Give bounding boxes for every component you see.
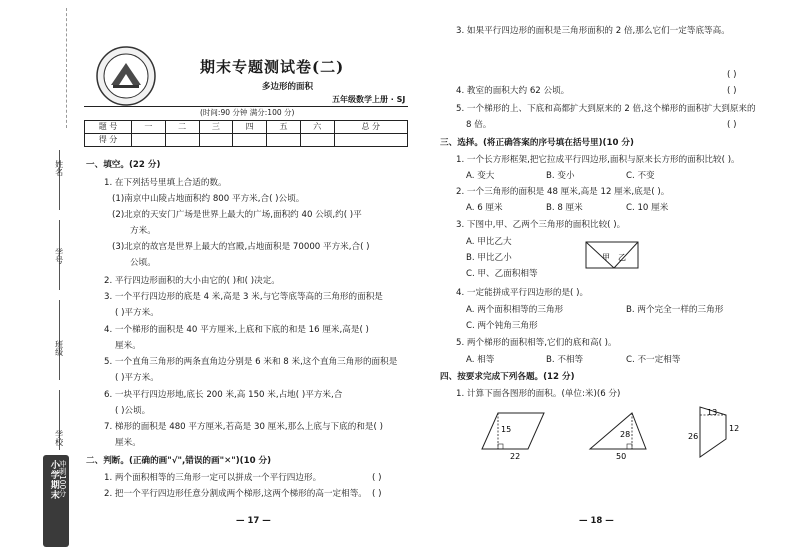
score-value-row xyxy=(85,134,408,147)
question-3: 3. 一个平行四边形的底是 4 米,高是 3 米,与它等底等高的三角形的面积是 xyxy=(104,292,383,302)
judge-1-answer[interactable]: ( ) xyxy=(372,473,382,483)
score-cell: 四 xyxy=(233,121,267,134)
area-figures xyxy=(470,405,770,467)
class-label: 班级 xyxy=(54,340,64,356)
score-cell: 得 分 xyxy=(85,134,132,147)
figure-label-yi: 乙 xyxy=(618,253,626,262)
judge-5-cont: 8 倍。 xyxy=(466,120,492,130)
score-header-row xyxy=(85,121,408,134)
judge-4: 4. 教室的面积大约 62 公顷。 xyxy=(456,86,570,96)
page-subtitle: 多边形的面积 xyxy=(262,82,314,92)
sidebar-top-border xyxy=(44,8,67,128)
question-1-2-cont: 方米。 xyxy=(130,226,156,236)
triangle-comparison-figure xyxy=(584,240,640,270)
judge-2: 2. 把一个平行四边形任意分割成两个梯形,这两个梯形的高一定相等。 xyxy=(104,489,367,499)
question-1: 1. 在下列括号里填上合适的数。 xyxy=(104,178,227,188)
judge-5-answer[interactable]: ( ) xyxy=(727,120,737,130)
choice-2-option-c[interactable]: C. 10 厘米 xyxy=(626,203,669,213)
school-label: 学校 xyxy=(54,430,64,446)
score-input-cell[interactable] xyxy=(165,134,199,147)
choice-5-option-c[interactable]: C. 不一定相等 xyxy=(626,355,681,365)
name-label: 姓名 xyxy=(54,160,64,176)
figure-label-jia: 甲 xyxy=(602,253,610,262)
question-6-cont: ( )公顷。 xyxy=(115,406,151,416)
score-cell: 五 xyxy=(267,121,301,134)
question-1-3: (3)北京的故宫是世界上最大的宫殿,占地面积是 70000 平方米,合( ) xyxy=(112,242,370,252)
score-table xyxy=(84,120,408,147)
score-input-cell[interactable] xyxy=(233,134,267,147)
name-line xyxy=(59,150,60,210)
trapezoid-height: 13 xyxy=(707,408,718,417)
choice-2: 2. 一个三角形的面积是 48 厘米,高是 12 厘米,底是( )。 xyxy=(456,187,670,197)
page-title: 期末专题测试卷(二) xyxy=(200,58,345,76)
judge-3-answer[interactable]: ( ) xyxy=(727,70,737,80)
question-1-1: (1)南京中山陵占地面积约 800 平方米,合( )公顷。 xyxy=(112,194,305,204)
choice-2-option-b[interactable]: B. 8 厘米 xyxy=(546,203,583,213)
judge-5: 5. 一个梯形的上、下底和高都扩大到原来的 2 倍,这个梯形的面积扩大到原来的 xyxy=(456,104,756,114)
question-4-cont: 厘米。 xyxy=(115,341,141,351)
score-input-cell[interactable] xyxy=(199,134,233,147)
judge-1: 1. 两个面积相等的三角形一定可以拼成一个平行四边形。 xyxy=(104,473,322,483)
score-cell: 二 xyxy=(165,121,199,134)
choice-1-option-c[interactable]: C. 不变 xyxy=(626,171,655,181)
question-3-cont: ( )平方米。 xyxy=(115,308,159,318)
grade-label: 五年级数学上册 · SJ xyxy=(332,95,406,104)
choice-5-option-a[interactable]: A. 相等 xyxy=(466,355,495,365)
header-divider xyxy=(84,106,408,107)
choice-4-option-c[interactable]: C. 两个钝角三角形 xyxy=(466,321,538,331)
score-cell: 一 xyxy=(132,121,166,134)
choice-3-option-b[interactable]: B. 甲比乙小 xyxy=(466,253,512,263)
choice-4: 4. 一定能拼成平行四边形的是( )。 xyxy=(456,288,589,298)
id-label: 学号 xyxy=(54,248,64,264)
choice-3: 3. 下图中,甲、乙两个三角形的面积比较( )。 xyxy=(456,220,626,230)
question-7: 7. 梯形的面积是 480 平方厘米,若高是 30 厘米,那么上底与下底的和是( ) xyxy=(104,422,383,432)
question-6: 6. 一块平行四边形地,底长 200 米,高 150 米,占地( )平方米,合 xyxy=(104,390,343,400)
choice-3-option-a[interactable]: A. 甲比乙大 xyxy=(466,237,512,247)
section-1-title: 一、填空。(22 分) xyxy=(86,160,161,170)
trapezoid-left-base: 26 xyxy=(688,432,699,441)
score-cell: 总 分 xyxy=(334,121,407,134)
choice-4-option-a[interactable]: A. 两个面积相等的三角形 xyxy=(466,305,564,315)
time-info: (时间:90 分钟 满分:100 分) xyxy=(200,108,295,117)
score-cell: 三 xyxy=(199,121,233,134)
score-input-cell[interactable] xyxy=(267,134,301,147)
brand-subtitle: 冲刺100分 xyxy=(58,460,67,497)
judge-4-answer[interactable]: ( ) xyxy=(727,86,737,96)
section-2-title: 二、判断。(正确的画"√",错误的画"✕")(10 分) xyxy=(86,456,272,466)
choice-1-option-a[interactable]: A. 变大 xyxy=(466,171,495,181)
choice-4-option-b[interactable]: B. 两个完全一样的三角形 xyxy=(626,305,724,315)
score-input-cell[interactable] xyxy=(300,134,334,147)
judge-2-answer[interactable]: ( ) xyxy=(372,489,382,499)
parallelogram-shape xyxy=(482,413,544,449)
parallelogram-base: 22 xyxy=(510,452,521,461)
question-7-cont: 厘米。 xyxy=(115,438,141,448)
section-3-title: 三、选择。(将正确答案的序号填在括号里)(10 分) xyxy=(440,138,634,148)
page-number-left: — 17 — xyxy=(236,516,271,526)
choice-2-option-a[interactable]: A. 6 厘米 xyxy=(466,203,503,213)
choice-5-option-b[interactable]: B. 不相等 xyxy=(546,355,584,365)
triangle-height: 28 xyxy=(620,430,631,439)
score-input-cell[interactable] xyxy=(132,134,166,147)
logo-emblem xyxy=(95,45,157,107)
choice-5: 5. 两个梯形的面积相等,它们的底和高( )。 xyxy=(456,338,617,348)
question-1-3-cont: 公顷。 xyxy=(130,258,156,268)
page-number-right: — 18 — xyxy=(579,516,614,526)
requirement-1: 1. 计算下面各图形的面积。(单位:米)(6 分) xyxy=(456,389,621,399)
triangle-shape xyxy=(590,413,646,449)
trapezoid-right-base: 12 xyxy=(729,424,740,433)
choice-1-option-b[interactable]: B. 变小 xyxy=(546,171,575,181)
question-5: 5. 一个直角三角形的两条直角边分别是 6 米和 8 米,这个直角三角形的面积是 xyxy=(104,357,398,367)
judge-3: 3. 如果平行四边形的面积是三角形面积的 2 倍,那么它们一定等底等高。 xyxy=(456,26,730,36)
choice-1: 1. 一个长方形框架,把它拉成平行四边形,面积与原来长方形的面积比较( )。 xyxy=(456,155,740,165)
parallelogram-height: 15 xyxy=(501,425,512,434)
question-2: 2. 平行四边形面积的大小由它的( )和( )决定。 xyxy=(104,276,280,286)
section-4-title: 四、按要求完成下列各题。(12 分) xyxy=(440,372,575,382)
brand-title: 小学期末 xyxy=(48,460,59,500)
triangle-base: 50 xyxy=(616,452,627,461)
question-1-2: (2)北京的天安门广场是世界上最大的广场,面积约 40 公顷,约( )平 xyxy=(112,210,362,220)
score-cell: 六 xyxy=(300,121,334,134)
choice-3-option-c[interactable]: C. 甲、乙面积相等 xyxy=(466,269,538,279)
question-5-cont: ( )平方米。 xyxy=(115,373,159,383)
question-4: 4. 一个梯形的面积是 40 平方厘米,上底和下底的和是 16 厘米,高是( ) xyxy=(104,325,369,335)
score-cell: 题 号 xyxy=(85,121,132,134)
score-input-cell[interactable] xyxy=(334,134,407,147)
